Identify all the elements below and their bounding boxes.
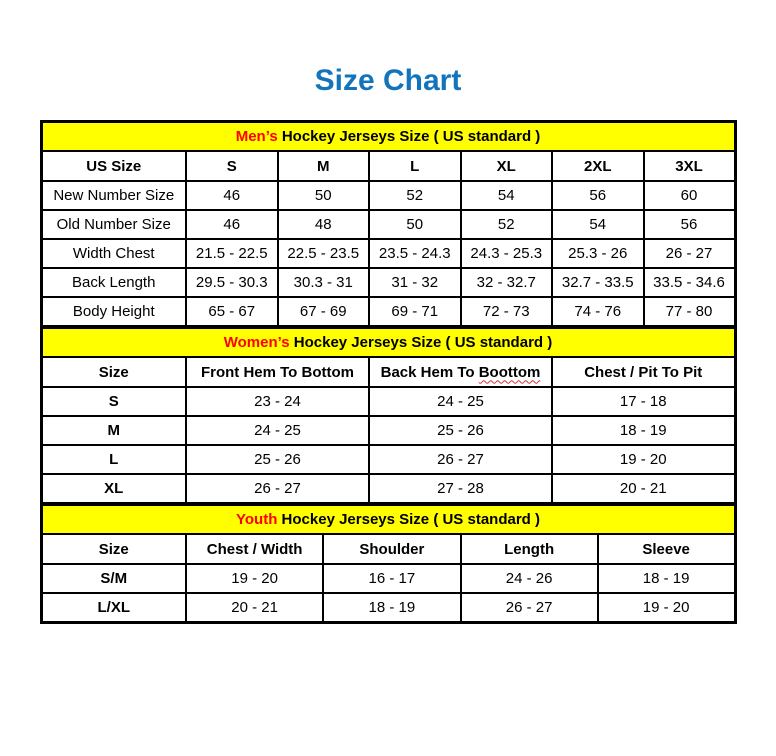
size-value: 56 bbox=[552, 181, 644, 210]
column-header: Length bbox=[461, 534, 598, 564]
row-label: S bbox=[41, 387, 186, 416]
size-value: 69 - 71 bbox=[369, 297, 461, 327]
size-value: 50 bbox=[278, 181, 370, 210]
youth-section-banner: Youth Hockey Jerseys Size ( US standard ) bbox=[41, 505, 735, 535]
column-header: 2XL bbox=[552, 151, 644, 181]
size-value: 52 bbox=[461, 210, 553, 239]
column-header: Back Hem To Boottom bbox=[369, 357, 552, 387]
table-row bbox=[41, 210, 735, 239]
size-value: 25 - 26 bbox=[186, 445, 369, 474]
size-value: 19 - 20 bbox=[598, 593, 735, 623]
size-value: 16 - 17 bbox=[323, 564, 460, 593]
table-row bbox=[41, 387, 735, 416]
row-label: Body Height bbox=[41, 297, 186, 327]
size-value: 26 - 27 bbox=[644, 239, 736, 268]
size-value: 48 bbox=[278, 210, 370, 239]
size-value: 18 - 19 bbox=[598, 564, 735, 593]
size-value: 67 - 69 bbox=[278, 297, 370, 327]
page-title: Size Chart bbox=[314, 64, 462, 97]
misspelled-word: Boottom bbox=[478, 363, 541, 381]
row-label: Back Length bbox=[41, 268, 186, 297]
column-header: Size bbox=[41, 534, 186, 564]
men-banner-row bbox=[41, 122, 735, 152]
men-header-row bbox=[41, 151, 735, 181]
table-row bbox=[41, 593, 735, 623]
size-value: 18 - 19 bbox=[552, 416, 735, 445]
size-value: 77 - 80 bbox=[644, 297, 736, 327]
row-label: XL bbox=[41, 474, 186, 504]
table-row bbox=[41, 445, 735, 474]
size-value: 30.3 - 31 bbox=[278, 268, 370, 297]
size-value: 22.5 - 23.5 bbox=[278, 239, 370, 268]
women-header-row bbox=[41, 357, 735, 387]
size-value: 65 - 67 bbox=[186, 297, 278, 327]
size-value: 27 - 28 bbox=[369, 474, 552, 504]
size-value: 72 - 73 bbox=[461, 297, 553, 327]
size-value: 46 bbox=[186, 210, 278, 239]
column-header: US Size bbox=[41, 151, 186, 181]
women-banner-accent: Women’s bbox=[223, 334, 290, 351]
size-value: 31 - 32 bbox=[369, 268, 461, 297]
table-row bbox=[41, 474, 735, 504]
size-value: 21.5 - 22.5 bbox=[186, 239, 278, 268]
row-label: Old Number Size bbox=[41, 210, 186, 239]
men-section-banner: Men’s Hockey Jerseys Size ( US standard ) bbox=[41, 122, 735, 152]
column-header: 3XL bbox=[644, 151, 736, 181]
table-row bbox=[41, 268, 735, 297]
size-value: 25.3 - 26 bbox=[552, 239, 644, 268]
men-size-table bbox=[40, 120, 737, 328]
youth-banner-row bbox=[41, 505, 735, 535]
column-header: Chest / Pit To Pit bbox=[552, 357, 735, 387]
size-chart-tables bbox=[40, 120, 737, 624]
size-value: 20 - 21 bbox=[186, 593, 323, 623]
column-header: Shoulder bbox=[323, 534, 460, 564]
table-row bbox=[41, 181, 735, 210]
column-header: Front Hem To Bottom bbox=[186, 357, 369, 387]
column-header: M bbox=[278, 151, 370, 181]
table-row bbox=[41, 416, 735, 445]
size-value: 19 - 20 bbox=[186, 564, 323, 593]
size-value: 54 bbox=[461, 181, 553, 210]
women-banner-row bbox=[41, 328, 735, 358]
youth-banner-accent: Youth bbox=[236, 511, 278, 528]
row-label: L bbox=[41, 445, 186, 474]
size-value: 17 - 18 bbox=[552, 387, 735, 416]
row-label: S/M bbox=[41, 564, 186, 593]
size-value: 54 bbox=[552, 210, 644, 239]
row-label: L/XL bbox=[41, 593, 186, 623]
size-value: 24 - 25 bbox=[369, 387, 552, 416]
size-value: 26 - 27 bbox=[461, 593, 598, 623]
size-value: 24.3 - 25.3 bbox=[461, 239, 553, 268]
size-value: 20 - 21 bbox=[552, 474, 735, 504]
size-value: 60 bbox=[644, 181, 736, 210]
size-value: 26 - 27 bbox=[369, 445, 552, 474]
size-value: 50 bbox=[369, 210, 461, 239]
size-value: 32 - 32.7 bbox=[461, 268, 553, 297]
size-value: 26 - 27 bbox=[186, 474, 369, 504]
row-label: Width Chest bbox=[41, 239, 186, 268]
row-label: M bbox=[41, 416, 186, 445]
column-header: L bbox=[369, 151, 461, 181]
women-size-table bbox=[40, 326, 737, 505]
table-row bbox=[41, 297, 735, 327]
size-value: 32.7 - 33.5 bbox=[552, 268, 644, 297]
column-header: Chest / Width bbox=[186, 534, 323, 564]
size-value: 56 bbox=[644, 210, 736, 239]
size-value: 24 - 26 bbox=[461, 564, 598, 593]
size-value: 74 - 76 bbox=[552, 297, 644, 327]
size-value: 46 bbox=[186, 181, 278, 210]
size-value: 23.5 - 24.3 bbox=[369, 239, 461, 268]
size-value: 52 bbox=[369, 181, 461, 210]
column-header: S bbox=[186, 151, 278, 181]
size-value: 33.5 - 34.6 bbox=[644, 268, 736, 297]
size-value: 19 - 20 bbox=[552, 445, 735, 474]
size-value: 25 - 26 bbox=[369, 416, 552, 445]
size-value: 18 - 19 bbox=[323, 593, 460, 623]
column-header: Size bbox=[41, 357, 186, 387]
table-row bbox=[41, 564, 735, 593]
column-header: XL bbox=[461, 151, 553, 181]
youth-header-row bbox=[41, 534, 735, 564]
size-value: 24 - 25 bbox=[186, 416, 369, 445]
size-value: 29.5 - 30.3 bbox=[186, 268, 278, 297]
women-section-banner: Women’s Hockey Jerseys Size ( US standard ) bbox=[41, 328, 735, 358]
youth-size-table bbox=[40, 503, 737, 624]
row-label: New Number Size bbox=[41, 181, 186, 210]
men-banner-accent: Men’s bbox=[235, 128, 278, 145]
column-header: Sleeve bbox=[598, 534, 735, 564]
table-row bbox=[41, 239, 735, 268]
size-value: 23 - 24 bbox=[186, 387, 369, 416]
